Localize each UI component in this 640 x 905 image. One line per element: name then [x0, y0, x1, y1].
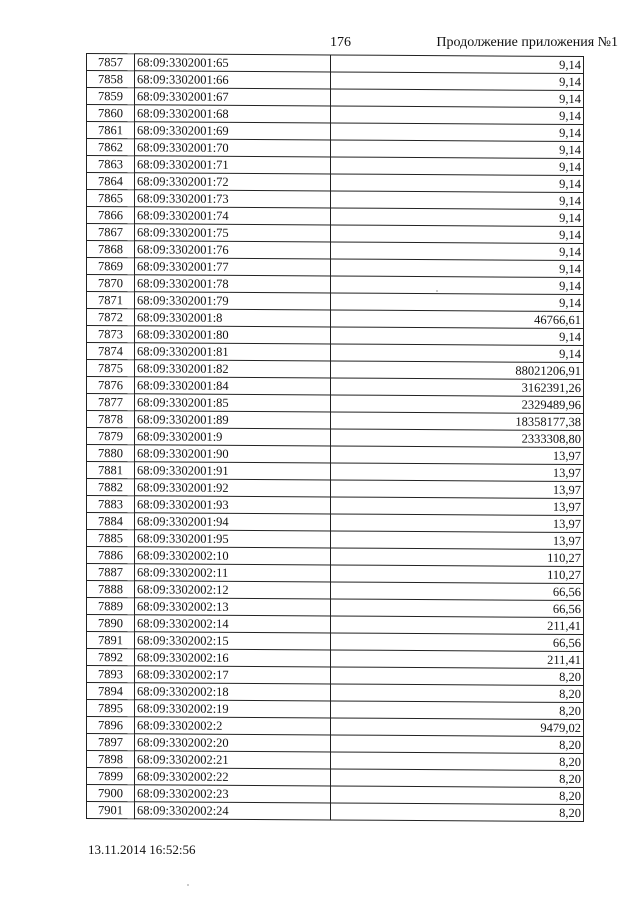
cadastral-number-cell: 68:09:3302001:72	[135, 173, 331, 191]
row-number-cell: 7886	[87, 547, 135, 564]
cadastral-number-cell: 68:09:3302002:22	[135, 768, 331, 786]
cadastral-number-cell: 68:09:3302001:66	[135, 71, 331, 89]
value-cell: 13,97	[331, 446, 584, 465]
cadastral-number-cell: 68:09:3302001:91	[135, 462, 331, 480]
value-cell: 8,20	[331, 667, 584, 686]
cadastral-number-cell: 68:09:3302001:67	[135, 88, 331, 106]
cadastral-number-cell: 68:09:3302002:18	[135, 683, 331, 701]
row-number-cell: 7893	[87, 666, 135, 683]
cadastral-number-cell: 68:09:3302001:94	[135, 513, 331, 531]
value-cell: 8,20	[331, 803, 584, 822]
scan-speck	[187, 884, 189, 886]
row-number-cell: 7882	[87, 479, 135, 496]
row-number-cell: 7883	[87, 496, 135, 513]
value-cell: 9,14	[331, 259, 584, 278]
cadastral-number-cell: 68:09:3302002:14	[135, 615, 331, 633]
cadastral-number-cell: 68:09:3302001:90	[135, 445, 331, 463]
row-number-cell: 7896	[87, 717, 135, 734]
row-number-cell: 7868	[87, 241, 135, 258]
table-row	[87, 802, 584, 822]
cadastral-number-cell: 68:09:3302001:92	[135, 479, 331, 497]
value-cell: 9,14	[331, 140, 584, 159]
cadastral-number-cell: 68:09:3302001:9	[135, 428, 331, 446]
cadastral-number-cell: 68:09:3302002:24	[135, 802, 331, 820]
row-number-cell: 7878	[87, 411, 135, 428]
value-cell: 9,14	[331, 157, 584, 176]
value-cell: 13,97	[331, 463, 584, 482]
value-cell: 9,14	[331, 293, 584, 312]
value-cell: 8,20	[331, 769, 584, 788]
cadastral-number-cell: 68:09:3302002:2	[135, 717, 331, 735]
row-number-cell: 7869	[87, 258, 135, 275]
cadastral-number-cell: 68:09:3302001:74	[135, 207, 331, 225]
cadastral-number-cell: 68:09:3302001:93	[135, 496, 331, 514]
value-cell: 9,14	[331, 174, 584, 193]
row-number-cell: 7890	[87, 615, 135, 632]
value-cell: 8,20	[331, 701, 584, 720]
row-number-cell: 7860	[87, 105, 135, 122]
cadastral-number-cell: 68:09:3302001:75	[135, 224, 331, 242]
cadastral-number-cell: 68:09:3302002:13	[135, 598, 331, 616]
cadastral-number-cell: 68:09:3302002:19	[135, 700, 331, 718]
value-cell: 9,14	[331, 123, 584, 142]
row-number-cell: 7870	[87, 275, 135, 292]
value-cell: 9,14	[331, 191, 584, 210]
row-number-cell: 7901	[87, 802, 135, 819]
cadastral-number-cell: 68:09:3302001:84	[135, 377, 331, 395]
cadastral-number-cell: 68:09:3302001:8	[135, 309, 331, 327]
value-cell: 46766,61	[331, 310, 584, 329]
row-number-cell: 7858	[87, 71, 135, 88]
value-cell: 2333308,80	[331, 429, 584, 448]
cadastral-number-cell: 68:09:3302001:81	[135, 343, 331, 361]
value-cell: 88021206,91	[331, 361, 584, 380]
row-number-cell: 7894	[87, 683, 135, 700]
value-cell: 110,27	[331, 565, 584, 584]
row-number-cell: 7877	[87, 394, 135, 411]
row-number-cell: 7857	[87, 54, 135, 71]
value-cell: 211,41	[331, 616, 584, 635]
row-number-cell: 7866	[87, 207, 135, 224]
value-cell: 9,14	[331, 242, 584, 261]
scan-speck	[436, 290, 438, 292]
cadastral-number-cell: 68:09:3302001:69	[135, 122, 331, 140]
cadastral-number-cell: 68:09:3302001:82	[135, 360, 331, 378]
value-cell: 110,27	[331, 548, 584, 567]
row-number-cell: 7884	[87, 513, 135, 530]
row-number-cell: 7885	[87, 530, 135, 547]
value-cell: 9,14	[331, 72, 584, 91]
row-number-cell: 7900	[87, 785, 135, 802]
row-number-cell: 7864	[87, 173, 135, 190]
cadastral-number-cell: 68:09:3302001:76	[135, 241, 331, 259]
row-number-cell: 7865	[87, 190, 135, 207]
value-cell: 9,14	[331, 89, 584, 108]
row-number-cell: 7897	[87, 734, 135, 751]
cadastral-number-cell: 68:09:3302001:78	[135, 275, 331, 293]
value-cell: 9,14	[331, 344, 584, 363]
value-cell: 9,14	[331, 327, 584, 346]
cadastral-number-cell: 68:09:3302002:15	[135, 632, 331, 650]
value-cell: 66,56	[331, 599, 584, 618]
value-cell: 8,20	[331, 786, 584, 805]
row-number-cell: 7887	[87, 564, 135, 581]
page-number: 176	[330, 35, 351, 50]
cadastral-number-cell: 68:09:3302001:70	[135, 139, 331, 157]
cadastral-number-cell: 68:09:3302002:23	[135, 785, 331, 803]
cadastral-number-cell: 68:09:3302002:11	[135, 564, 331, 582]
registry-table	[86, 53, 584, 822]
row-number-cell: 7862	[87, 139, 135, 156]
value-cell: 211,41	[331, 650, 584, 669]
cadastral-number-cell: 68:09:3302002:16	[135, 649, 331, 667]
cadastral-number-cell: 68:09:3302002:20	[135, 734, 331, 752]
value-cell: 9,14	[331, 106, 584, 125]
cadastral-number-cell: 68:09:3302001:77	[135, 258, 331, 276]
row-number-cell: 7863	[87, 156, 135, 173]
cadastral-number-cell: 68:09:3302001:85	[135, 394, 331, 412]
row-number-cell: 7889	[87, 598, 135, 615]
cadastral-number-cell: 68:09:3302002:17	[135, 666, 331, 684]
cadastral-number-cell: 68:09:3302002:10	[135, 547, 331, 565]
row-number-cell: 7874	[87, 343, 135, 360]
value-cell: 13,97	[331, 497, 584, 516]
cadastral-number-cell: 68:09:3302001:95	[135, 530, 331, 548]
value-cell: 9,14	[331, 208, 584, 227]
row-number-cell: 7895	[87, 700, 135, 717]
row-number-cell: 7881	[87, 462, 135, 479]
row-number-cell: 7871	[87, 292, 135, 309]
value-cell: 8,20	[331, 752, 584, 771]
row-number-cell: 7892	[87, 649, 135, 666]
row-number-cell: 7899	[87, 768, 135, 785]
row-number-cell: 7891	[87, 632, 135, 649]
value-cell: 18358177,38	[331, 412, 584, 431]
cadastral-number-cell: 68:09:3302001:65	[135, 54, 331, 72]
value-cell: 9,14	[331, 55, 584, 74]
row-number-cell: 7873	[87, 326, 135, 343]
row-number-cell: 7876	[87, 377, 135, 394]
row-number-cell: 7861	[87, 122, 135, 139]
cadastral-number-cell: 68:09:3302001:73	[135, 190, 331, 208]
value-cell: 9479,02	[331, 718, 584, 737]
row-number-cell: 7888	[87, 581, 135, 598]
cadastral-number-cell: 68:09:3302001:89	[135, 411, 331, 429]
appendix-caption: Продолжение приложения №1	[436, 35, 618, 50]
value-cell: 2329489,96	[331, 395, 584, 414]
cadastral-number-cell: 68:09:3302001:71	[135, 156, 331, 174]
print-timestamp: 13.11.2014 16:52:56	[88, 842, 196, 857]
row-number-cell: 7872	[87, 309, 135, 326]
registry-table-body	[87, 54, 584, 822]
cadastral-number-cell: 68:09:3302002:12	[135, 581, 331, 599]
value-cell: 9,14	[331, 225, 584, 244]
row-number-cell: 7875	[87, 360, 135, 377]
row-number-cell: 7879	[87, 428, 135, 445]
row-number-cell: 7859	[87, 88, 135, 105]
value-cell: 8,20	[331, 735, 584, 754]
cadastral-number-cell: 68:09:3302001:68	[135, 105, 331, 123]
cadastral-number-cell: 68:09:3302001:79	[135, 292, 331, 310]
row-number-cell: 7880	[87, 445, 135, 462]
row-number-cell: 7867	[87, 224, 135, 241]
cadastral-number-cell: 68:09:3302002:21	[135, 751, 331, 769]
value-cell: 8,20	[331, 684, 584, 703]
value-cell: 13,97	[331, 514, 584, 533]
value-cell: 66,56	[331, 633, 584, 652]
row-number-cell: 7898	[87, 751, 135, 768]
value-cell: 13,97	[331, 480, 584, 499]
value-cell: 9,14	[331, 276, 584, 295]
value-cell: 13,97	[331, 531, 584, 550]
value-cell: 3162391,26	[331, 378, 584, 397]
value-cell: 66,56	[331, 582, 584, 601]
cadastral-number-cell: 68:09:3302001:80	[135, 326, 331, 344]
registry-table-wrapper	[86, 53, 583, 822]
